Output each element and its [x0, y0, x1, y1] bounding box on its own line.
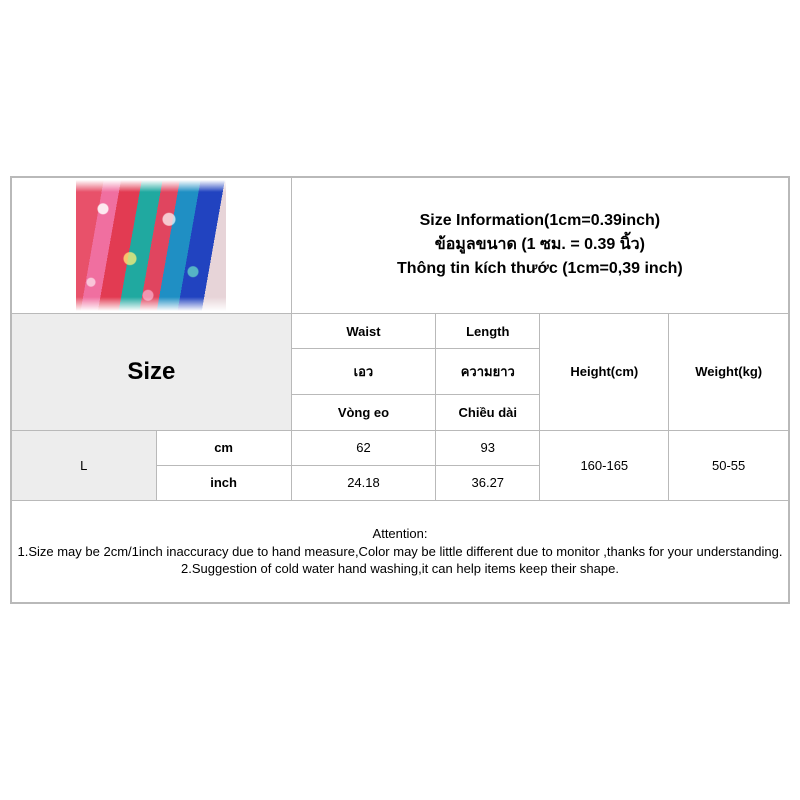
size-information-title: [291, 178, 788, 314]
waist-header-vi: Vòng eo: [291, 395, 436, 430]
length-header-th: ความยาว: [436, 349, 540, 395]
title-line-vi: Thông tin kích thước (1cm=0,39 inch): [397, 260, 683, 278]
table-row-header-photo: [12, 178, 789, 314]
waist-value-cm: 62: [291, 430, 436, 465]
title-line-en: Size Information(1cm=0.39inch): [419, 212, 661, 230]
waist-header-en: Waist: [291, 313, 436, 348]
weight-value: 50-55: [669, 430, 789, 501]
size-header-label: Size: [127, 357, 176, 385]
length-value-cm: 93: [436, 430, 540, 465]
size-chart: [10, 176, 790, 604]
row-size-label: L: [12, 430, 157, 501]
unit-label-inch: inch: [156, 465, 291, 500]
attention-heading: Attention:: [372, 526, 428, 542]
title-line-th: ข้อมูลขนาด (1 ซม. = 0.39 นิ้ว): [434, 236, 645, 254]
weight-header: Weight(kg): [669, 313, 789, 430]
table-row-column-headers-en: [12, 313, 789, 348]
waist-header-th: เอว: [291, 349, 436, 395]
attention-line-1: 1.Size may be 2cm/1inch inaccuracy due to hand measure,Color may be little different due to monitor ,thanks for your understanding.: [17, 543, 783, 559]
size-header-cell: [12, 313, 292, 430]
size-table: [11, 177, 789, 603]
length-header-en: Length: [436, 313, 540, 348]
floral-skirt-photo: [15, 180, 288, 311]
attention-cell: [12, 501, 789, 603]
product-photo-cell: [12, 178, 292, 314]
height-value: 160-165: [540, 430, 669, 501]
length-header-vi: Chiều dài: [436, 395, 540, 430]
unit-label-cm: cm: [156, 430, 291, 465]
length-value-inch: 36.27: [436, 465, 540, 500]
attention-line-2: 2.Suggestion of cold water hand washing,it can help items keep their shape.: [181, 561, 619, 577]
table-row-attention: [12, 501, 789, 603]
waist-value-inch: 24.18: [291, 465, 436, 500]
height-header: Height(cm): [540, 313, 669, 430]
table-row-size-l-cm: [12, 430, 789, 465]
